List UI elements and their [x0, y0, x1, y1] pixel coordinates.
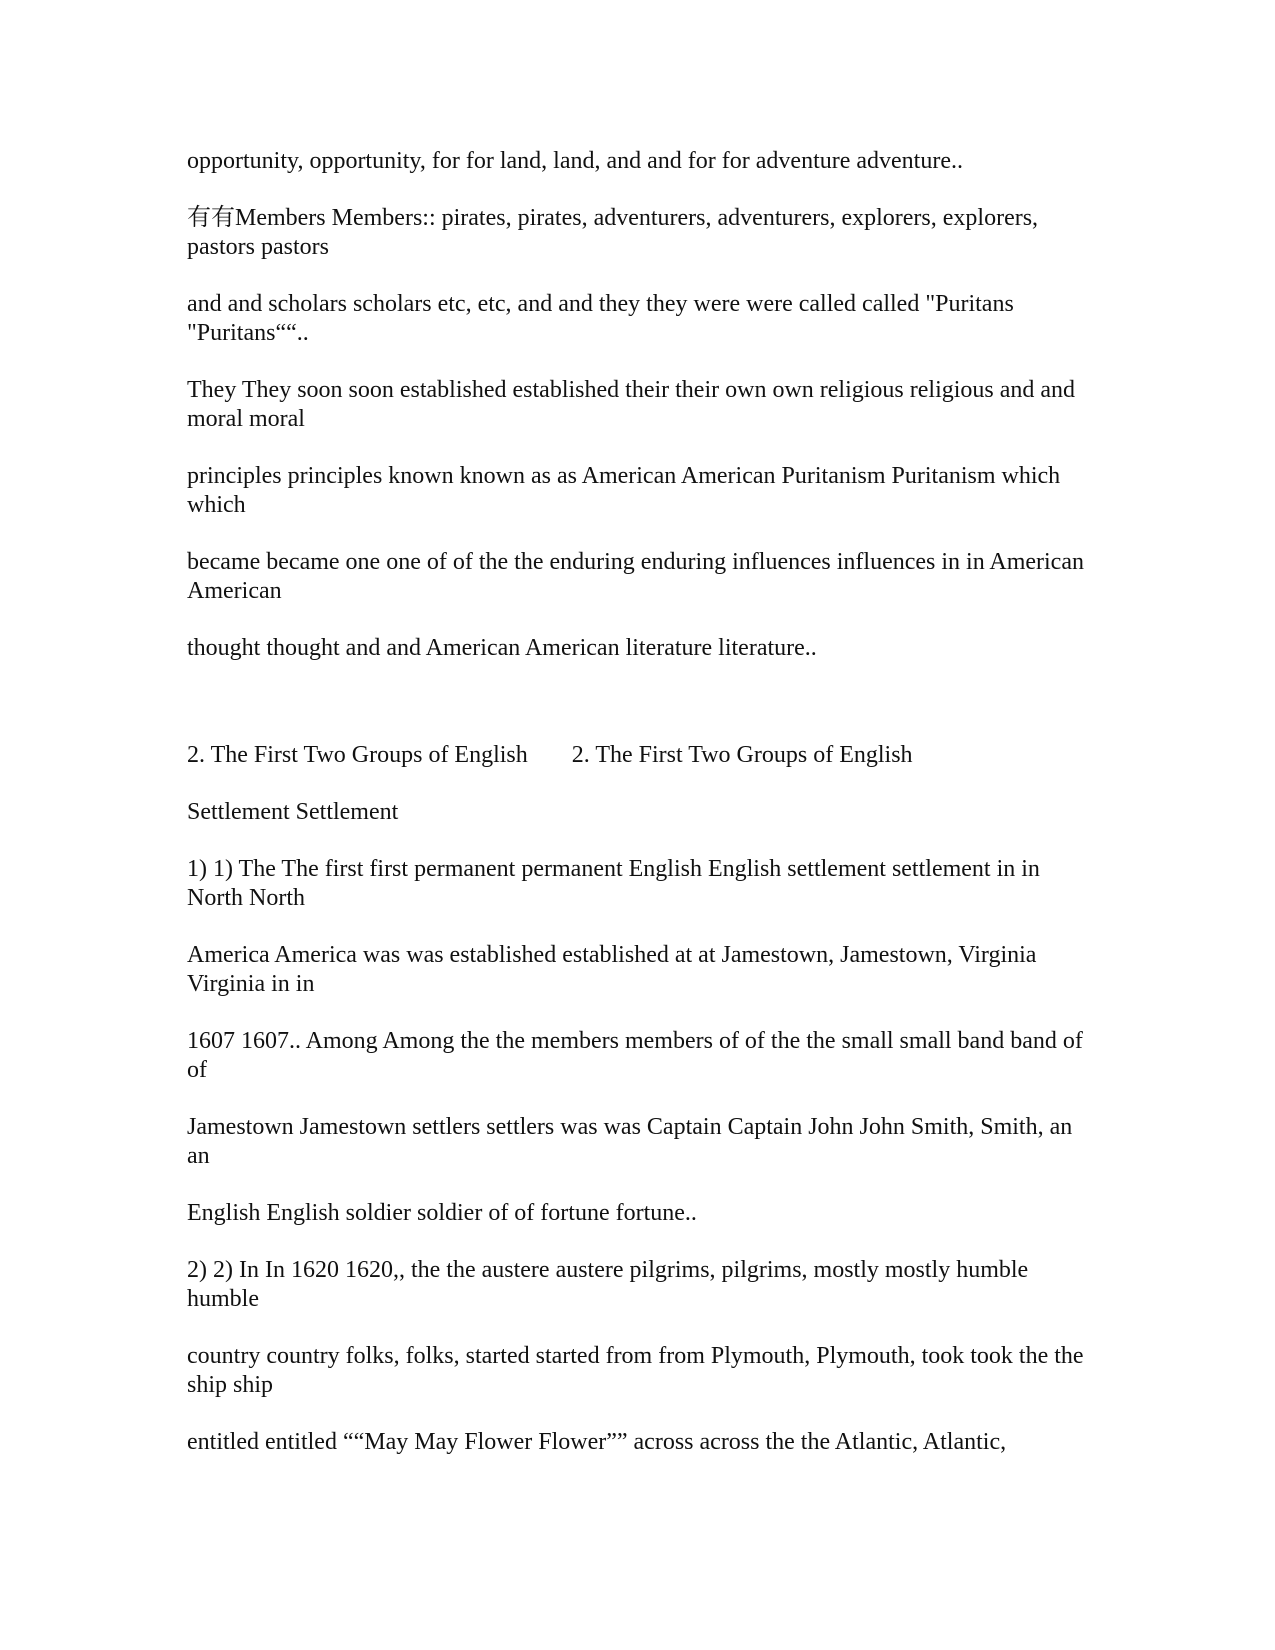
section-heading-duplicate: 2. The First Two Groups of English [571, 742, 913, 768]
paragraph: entitled entitled ““May May Flower Flower”” across across the the Atlantic, Atlantic, [187, 1429, 1007, 1455]
paragraph: principles principles known known as as American American Puritanism Puritanism which which [187, 463, 1061, 518]
paragraph: thought thought and and American American literature literature.. [187, 635, 817, 661]
paragraph: opportunity, opportunity, for for land, land, and and for for adventure adventure.. [187, 148, 963, 174]
paragraph: country country folks, folks, started started from from Plymouth, Plymouth, took took the the ship ship [187, 1343, 1084, 1398]
section-heading-text: 2. The First Two Groups of English [187, 742, 528, 768]
paragraph: They They soon soon established established their their own own religious religious and and moral moral [187, 377, 1076, 432]
paragraph: 1607 1607.. Among Among the the members members of of the the small small band band of of [187, 1028, 1083, 1083]
paragraph: 有有Members Members:: pirates, pirates, adventurers, adventurers, explorers, explorers, pastors pastors [187, 205, 1039, 260]
paragraph: and and scholars scholars etc, etc, and and they they were were called called "Puritans "Puritans““.. [187, 291, 1014, 346]
paragraph: became became one one of of the the enduring enduring influences influences in in American American [187, 549, 1084, 604]
paragraph: 2) 2) In In 1620 1620,, the the austere austere pilgrims, pilgrims, mostly mostly humble humble [187, 1257, 1029, 1312]
section-spacer [187, 691, 1087, 741]
section-heading [187, 741, 1087, 770]
paragraph: America America was was established established at at Jamestown, Jamestown, Virginia Virginia in in [187, 942, 1037, 997]
paragraph: Jamestown Jamestown settlers settlers was was Captain Captain John John Smith, Smith, an an [187, 1114, 1073, 1169]
paragraph: 1) 1) The The first first permanent permanent English English settlement settlement in in North North [187, 856, 1040, 911]
paragraph: English English soldier soldier of of fortune fortune.. [187, 1200, 697, 1226]
section-subheading: Settlement Settlement [187, 799, 399, 825]
document-page [187, 147, 1087, 1485]
